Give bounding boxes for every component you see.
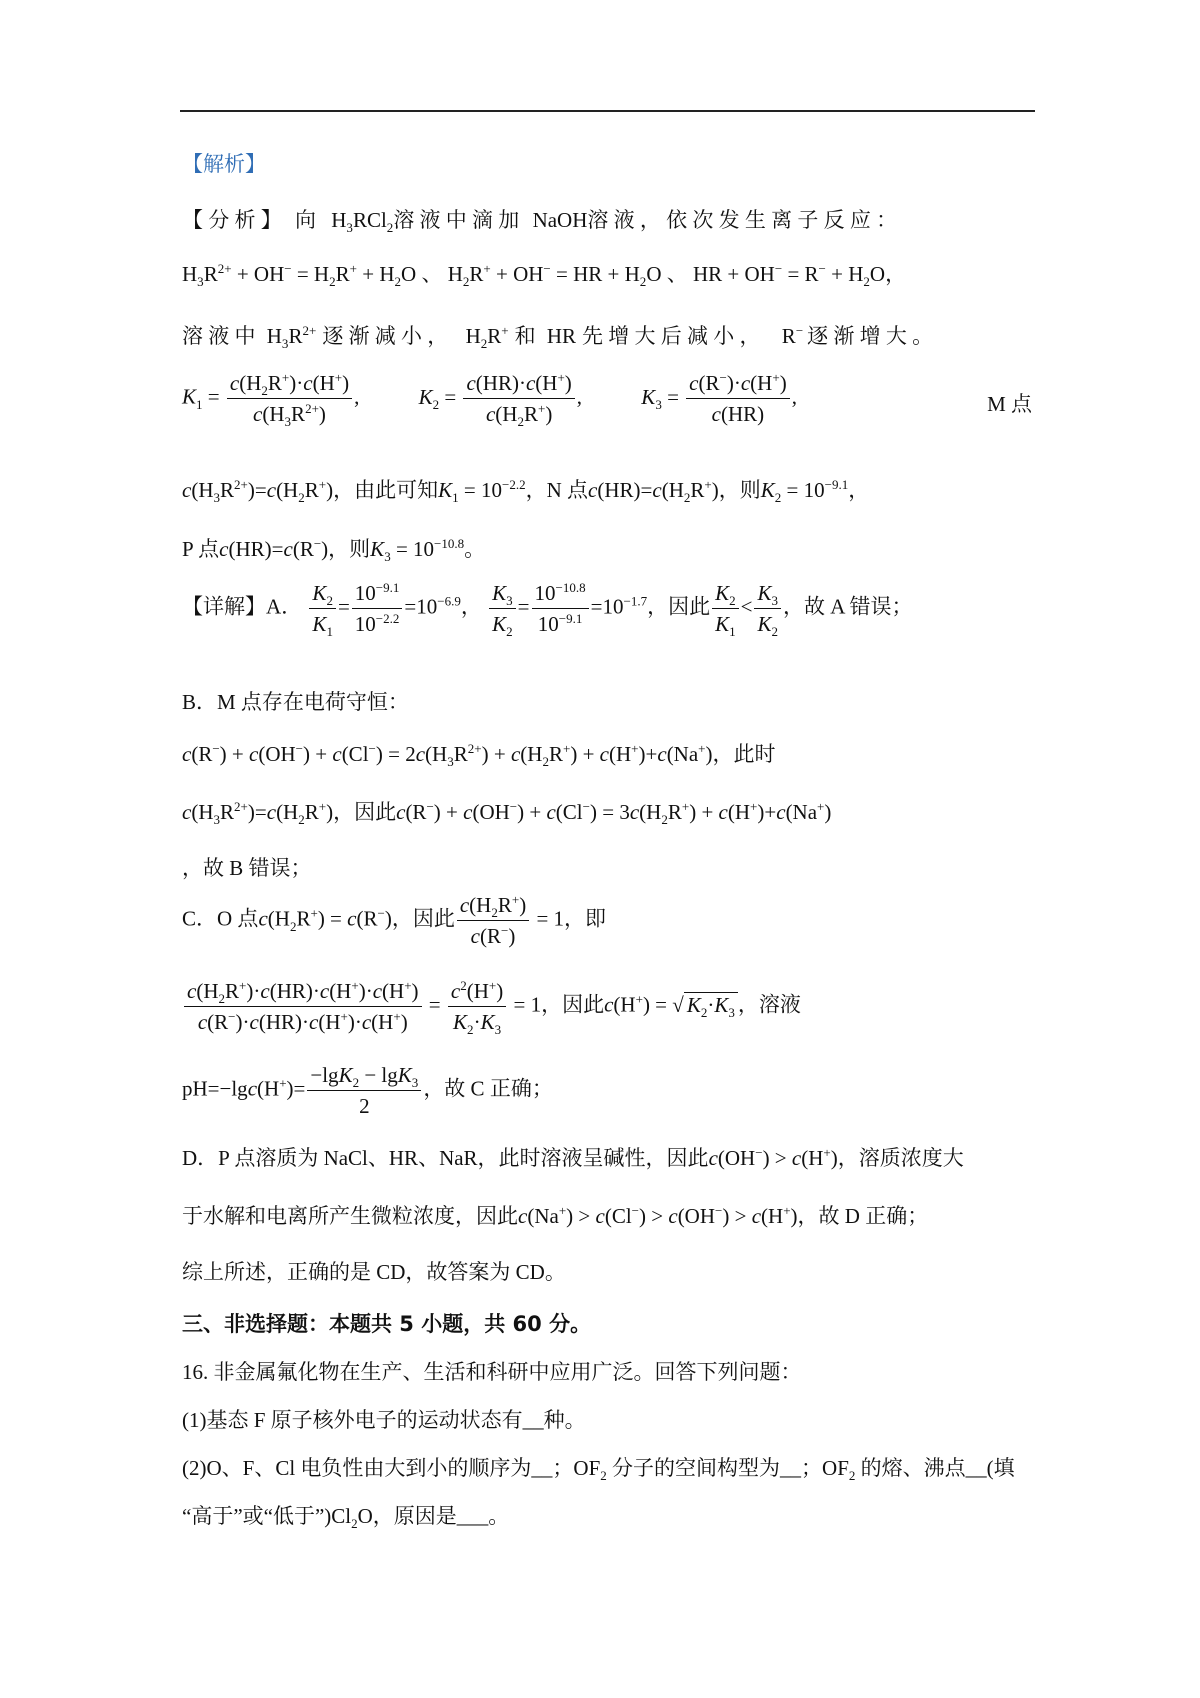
analysis-header: 【解析】 [182, 152, 266, 176]
detail-d-line-1: D．P 点溶质为 NaCl、HR、NaR，此时溶液呈碱性，因此c(OH−) > c(H+)，溶质浓度大 [182, 1145, 964, 1170]
question-16-1: (1)基态 F 原子核外电子的运动状态有__种。 [182, 1408, 586, 1432]
detail-c-line-3: pH=−lgc(H+)= $\frac{-\lg K_2 - \lg K_3}{2}$ ，故 C 正确； [182, 1063, 553, 1119]
analysis-line-5: $c(H_3R^{2+})=c(H_2R^+)$，由此可知$K_1 = 10^{-2.2}$，N 点$c(HR)=c(H_2R^+)$，则$K_2 = 10^{-9.1}$， [182, 477, 870, 506]
k-definitions: $K_1$ = $\frac{c(H_2R^+)\cdot c(H^+)}{c(H_3R^{2+})}$ , $K_2$ = $\frac{c(HR)\cdot c(H^+)}{c(H_2R^+)}$ , $K_3$ = $\frac{c(R^-)\cdot c(H^+)}{c(HR)}$ , M 点 [182, 370, 1032, 430]
question-16-2-cont: “高于”或“低于$”)Cl_2O$，原因是___。 [182, 1504, 510, 1532]
analysis-line-6: P 点c(HR)=c(R−)，则$K_3 = 10^{-10.8}$。 [182, 536, 486, 565]
detail-c-line-2: $\frac{c(H_2R^+)\cdot c(HR)\cdot c(H^+)\cdot c(H^+)}{c(R^-)\cdot c(HR)\cdot c(H^+)\cdot c(H^+)}$ = $\frac{c^2(H^+)}{K_2\cdot K_3}$ = 1，因此c(H+) = √ $K_2\cdot K_3$ ，溶液 [182, 978, 801, 1036]
top-rule [180, 110, 1035, 112]
summary: 综上所述，正确的是 CD，故答案为 CD。 [182, 1260, 566, 1284]
question-16: 16. 非金属氟化物在生产、生活和科研中应用广泛。回答下列问题： [182, 1360, 802, 1384]
analysis-line-3: 溶 液 中 $H_3R^{2+}$ 逐 渐 减 小 ， $H_2R^+$ 和 HR 先 增 大 后 减 小 ， R− 逐 渐 增 大 。 [182, 323, 934, 352]
detail-b-line-2: $c(H_3R^{2+})=c(H_2R^+)$，因此$c(R^-) + c(OH^-) + c(Cl^-) = 3c(H_2R^+) + c(H^+)+c(Na^+)$ [182, 799, 832, 828]
detail-c-line-1: C．O 点$c(H_2R^+) = c(R^-)$，因此 $\frac{c(H_2R^+)}{c(R^-)}$ = 1，即 [182, 892, 607, 949]
detail-d-line-2: 于水解和电离所产生微粒浓度，因此c(Na+) > c(Cl−) > c(OH−) > c(H+)，故 D 正确； [182, 1203, 929, 1228]
section-heading: 三、非选择题：本题共 5 小题，共 60 分。 [182, 1312, 592, 1336]
detail-b-line-1: $c(R^-) + c(OH^-) + c(Cl^-) = 2c(H_3R^{2+}) + c(H_2R^+) + c(H^+)+c(Na^+)$，此时 [182, 741, 776, 770]
question-16-2: (2)O、F、Cl 电负性由大到小的顺序为__；$OF_2$ 分子的空间构型为__；$OF_2$ 的熔、沸点__(填 [182, 1456, 1015, 1484]
detail-b-end: ，故 B 错误； [182, 856, 312, 880]
detail-b-intro: B．M 点存在电荷守恒： [182, 690, 409, 714]
detail-a: 【详解】A． $\frac{K_2}{K_1}$ = $\frac{10^{-9.1}}{10^{-2.2}}$ $=10^{-6.9}$， $\frac{K_3}{K_2}$ = $\frac{10^{-10.8}}{10^{-9.1}}$ $=10^{-1.7}$，因此 $\frac{K_2}{K_1}$ < $\frac{K_3}{K_2}$ ，故 A 错误； [182, 580, 913, 640]
analysis-equations: $H_3R^{2+} + OH^- = H_2R^+ + H_2O$ 、 $H_2R^+ + OH^-$ = HR + $H_2O$ 、 HR + $OH^- = R^- + H_2O$， [182, 261, 907, 290]
analysis-prefix: 【 分 析 】 [182, 208, 282, 232]
analysis-line-1: 【 分 析 】 向 $H_3RCl_2$溶 液 中 滴 加 NaOH溶 液 ， 依 次 发 生 离 子 反 应 ： [182, 208, 898, 236]
